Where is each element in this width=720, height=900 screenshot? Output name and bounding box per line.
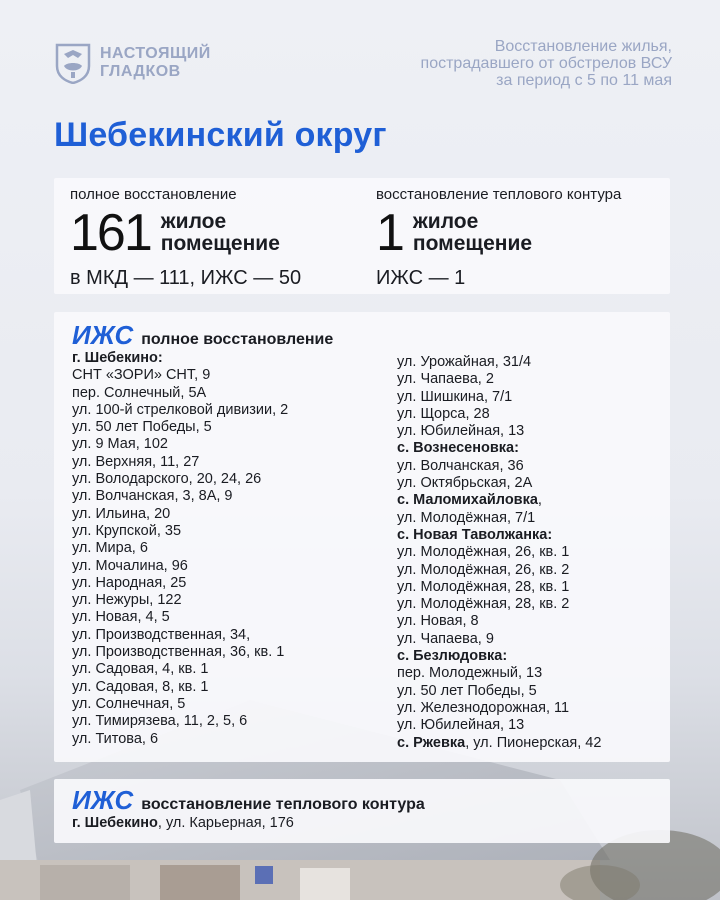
brand-line1: НАСТОЯЩИЙ <box>100 45 211 62</box>
locality-name: с. Маломихайловка <box>397 492 538 509</box>
address-text: ул. Нежуры, 122 <box>72 592 182 609</box>
address-item <box>397 613 601 630</box>
izhs-thermal-title: восстановление теплового контура <box>141 796 425 813</box>
address-text: ул. Волчанская, 36 <box>397 457 524 474</box>
address-item <box>72 385 288 402</box>
address-item <box>397 631 601 648</box>
locality-name: г. Шебекино: <box>72 350 163 366</box>
address-item <box>72 644 288 661</box>
address-text: ул. Молодёжная, 7/1 <box>397 509 536 526</box>
izhs-thermal-locality: г. Шебекино <box>72 815 158 831</box>
address-item <box>72 402 288 419</box>
address-text: пер. Солнечный, 5А <box>72 384 207 401</box>
address-item <box>397 562 601 579</box>
address-text: ул. 50 лет Победы, 5 <box>397 682 537 699</box>
locality-heading <box>397 648 601 665</box>
header-note-line3: за период с 5 по 11 мая <box>496 72 672 89</box>
address-item <box>72 731 288 748</box>
address-text: ул. Производственная, 34, <box>72 626 251 643</box>
summary-full-label: полное восстановление <box>70 186 237 203</box>
address-item <box>72 488 288 505</box>
address-text: ул. Мочалина, 96 <box>72 557 188 574</box>
address-item <box>397 371 601 388</box>
address-item <box>397 458 601 475</box>
header-note <box>421 38 672 89</box>
summary-thermal <box>376 186 621 290</box>
summary-thermal-detail: ИЖС — 1 <box>376 267 466 289</box>
address-text: ул. Верхняя, 11, 27 <box>72 453 200 470</box>
brand-logo <box>54 42 211 84</box>
address-text: ул. Ильина, 20 <box>72 505 171 522</box>
address-text: ул. Солнечная, 5 <box>72 695 186 712</box>
locality-heading <box>397 735 601 752</box>
address-text: ул. Волчанская, 3, 8А, 9 <box>72 488 233 505</box>
address-text: ул. Молодёжная, 28, кв. 2 <box>397 596 570 613</box>
address-text: ул. Молодёжная, 26, кв. 2 <box>397 561 570 578</box>
address-item <box>72 367 288 384</box>
address-text: ул. Чапаева, 9 <box>397 630 494 647</box>
address-text: ул. Садовая, 8, кв. 1 <box>72 678 209 695</box>
address-text: ул. Народная, 25 <box>72 574 187 591</box>
address-item <box>72 558 288 575</box>
summary-thermal-unit1: жилое <box>412 210 479 233</box>
address-item <box>72 661 288 678</box>
summary-full-number: 161 <box>70 204 151 262</box>
locality-heading <box>72 350 288 367</box>
summary-thermal-number: 1 <box>376 204 403 262</box>
locality-name: с. Вознесеновка: <box>397 440 519 457</box>
address-suffix: , <box>537 492 542 509</box>
address-text: ул. Производственная, 36, кв. 1 <box>72 644 285 661</box>
address-item <box>72 471 288 488</box>
address-item <box>397 683 601 700</box>
address-item <box>72 575 288 592</box>
brand-line2: ГЛАДКОВ <box>100 63 181 80</box>
izhs-full-panel <box>54 312 670 762</box>
locality-name: с. Новая Таволжанка: <box>397 526 553 543</box>
address-item <box>397 544 601 561</box>
address-item <box>72 696 288 713</box>
address-text: ул. Щорса, 28 <box>397 405 490 422</box>
address-item <box>397 354 601 371</box>
address-item <box>72 627 288 644</box>
locality-name: с. Безлюдовка: <box>397 648 508 665</box>
address-item <box>72 419 288 436</box>
address-item <box>397 389 601 406</box>
locality-name: с. Ржевка <box>397 734 466 751</box>
izhs-thermal-panel <box>54 779 670 843</box>
address-text: ул. Железнодорожная, 11 <box>397 699 570 716</box>
address-item <box>72 609 288 626</box>
izhs-thermal-abbr: ИЖС <box>72 785 134 815</box>
address-text: ул. Новая, 8 <box>397 613 479 630</box>
address-text: ул. Чапаева, 2 <box>397 371 494 388</box>
summary-panel <box>54 178 670 294</box>
address-item <box>397 596 601 613</box>
address-item <box>397 406 601 423</box>
locality-heading <box>397 527 601 544</box>
address-item <box>72 454 288 471</box>
address-item <box>397 423 601 440</box>
address-text: ул. Юбилейная, 13 <box>397 423 525 440</box>
summary-full <box>70 186 301 290</box>
summary-full-detail: в МКД — 111, ИЖС — 50 <box>70 267 302 289</box>
summary-full-unit1: жилое <box>160 210 227 233</box>
address-text: ул. Титова, 6 <box>72 730 159 747</box>
address-item <box>72 436 288 453</box>
summary-full-unit2: помещение <box>160 232 280 255</box>
address-text: ул. Крупской, 35 <box>72 522 182 539</box>
header-note-line1: Восстановление жилья, <box>494 38 672 55</box>
locality-heading <box>397 440 601 457</box>
address-text: ул. Мира, 6 <box>72 540 148 557</box>
district-title: Шебекинский округ <box>54 116 387 154</box>
address-text: ул. 9 Мая, 102 <box>72 436 168 453</box>
address-item <box>397 717 601 734</box>
address-text: ул. Шишкина, 7/1 <box>397 388 513 405</box>
address-item <box>397 475 601 492</box>
address-item <box>397 700 601 717</box>
address-text: ул. Молодёжная, 28, кв. 1 <box>397 578 570 595</box>
belgorod-emblem-icon <box>54 42 92 84</box>
address-text: пер. Молодежный, 13 <box>397 665 543 682</box>
address-item <box>72 592 288 609</box>
address-item <box>397 579 601 596</box>
address-text: ул. Молодёжная, 26, кв. 1 <box>397 544 570 561</box>
izhs-full-abbr: ИЖС <box>72 320 134 350</box>
summary-thermal-unit2: помещение <box>412 232 533 255</box>
izhs-thermal-street: , ул. Карьерная, 176 <box>157 815 294 831</box>
address-suffix: , ул. Пионерская, 42 <box>465 734 602 751</box>
address-item <box>72 523 288 540</box>
address-text: ул. 50 лет Победы, 5 <box>72 419 212 436</box>
address-text: ул. Юбилейная, 13 <box>397 717 525 734</box>
summary-thermal-label: восстановление теплового контура <box>376 186 622 203</box>
address-text: ул. Новая, 4, 5 <box>72 609 170 626</box>
address-item <box>397 665 601 682</box>
address-text: ул. Тимирязева, 11, 2, 5, 6 <box>72 713 248 730</box>
address-text: ул. Урожайная, 31/4 <box>397 354 532 370</box>
address-item <box>397 510 601 527</box>
address-item <box>72 713 288 730</box>
address-text: ул. Володарского, 20, 24, 26 <box>72 471 262 488</box>
izhs-thermal-address <box>72 815 294 831</box>
address-text: ул. Садовая, 4, кв. 1 <box>72 661 209 678</box>
locality-heading <box>397 492 601 509</box>
address-text: ул. Октябрьская, 2А <box>397 475 533 492</box>
address-item <box>72 506 288 523</box>
address-list-left <box>72 350 288 748</box>
address-list-right <box>397 354 601 752</box>
address-item <box>72 679 288 696</box>
header-note-line2: пострадавшего от обстрелов ВСУ <box>420 55 672 72</box>
address-text: СНТ «ЗОРИ» СНТ, 9 <box>72 367 211 384</box>
izhs-full-title: полное восстановление <box>141 331 334 348</box>
address-text: ул. 100-й стрелковой дивизии, 2 <box>72 401 289 418</box>
address-item <box>72 540 288 557</box>
